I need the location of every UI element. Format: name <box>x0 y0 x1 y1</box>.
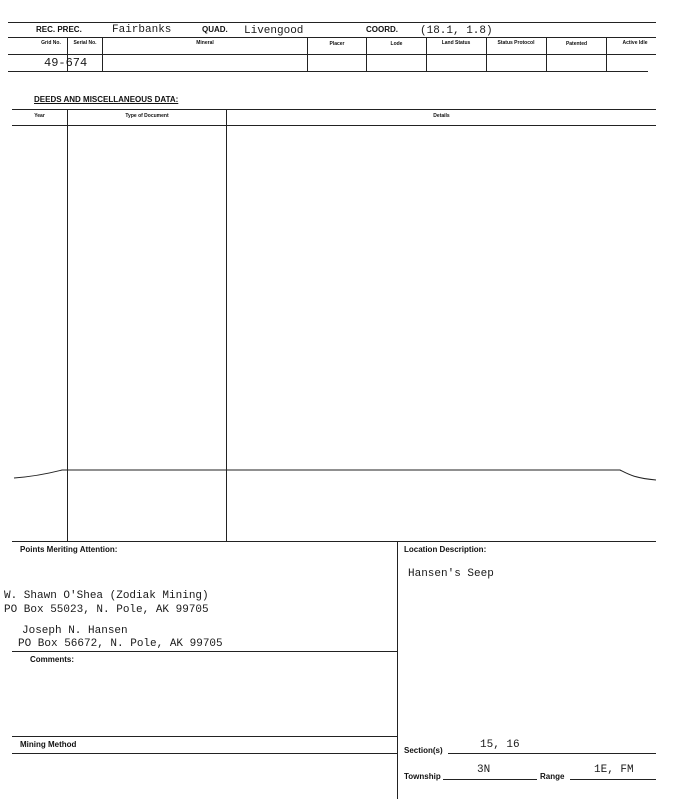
deeds-col-details: Details <box>433 112 450 119</box>
points-line-3: Joseph N. Hansen <box>22 625 128 637</box>
location-value: Hansen's Seep <box>408 568 494 580</box>
comments-label: Comments: <box>30 655 75 664</box>
header-top-rule <box>8 22 656 23</box>
points-line-2: PO Box 55023, N. Pole, AK 99705 <box>4 604 209 616</box>
coord-value: (18.1, 1.8) <box>420 25 493 37</box>
location-label: Location Description: <box>404 545 487 554</box>
deeds-title: DEEDS AND MISCELLANEOUS DATA: <box>34 95 179 104</box>
section-label: Section(s) <box>404 746 443 755</box>
deeds-col-year: Year <box>34 112 45 119</box>
col-placer: Placer <box>329 40 345 47</box>
township-label: Township <box>404 772 441 781</box>
points-label: Points Meriting Attention: <box>20 545 118 554</box>
col-active-idle: Active Idle <box>622 40 648 46</box>
points-line-4: PO Box 56672, N. Pole, AK 99705 <box>18 638 223 650</box>
col-mineral: Mineral <box>196 39 214 46</box>
mining-method-label: Mining Method <box>20 740 77 749</box>
deeds-head-rule <box>12 125 656 126</box>
rec-prec-value: Fairbanks <box>112 24 172 36</box>
section-underline <box>448 753 656 754</box>
col-serial-no: Serial No. <box>73 39 97 46</box>
header-bottom-rule <box>8 71 648 72</box>
col-status-protocol: Status Protocol <box>497 40 535 46</box>
col-sep-5 <box>426 37 427 71</box>
mining-bottom-rule <box>12 753 397 754</box>
col-land-status: Land Status <box>441 40 471 46</box>
rec-prec-label: REC. PREC. <box>36 25 82 34</box>
deeds-top-rule <box>12 109 656 110</box>
quad-value: Livengood <box>244 25 304 37</box>
col-grid-no: Grid No. <box>41 39 61 46</box>
grid-number-value: 49-674 <box>44 56 88 70</box>
comments-top-rule <box>12 651 397 652</box>
township-value: 3N <box>477 764 491 776</box>
township-underline <box>443 779 537 780</box>
header-value-rule <box>8 54 656 55</box>
deeds-col-type: Type of Document <box>125 112 169 119</box>
page-fold-line <box>0 462 678 492</box>
deeds-bottom-rule <box>12 541 656 542</box>
range-underline <box>570 779 656 780</box>
col-sep-8 <box>606 37 607 71</box>
section-value: 15, 16 <box>480 739 520 751</box>
range-label: Range <box>540 772 565 781</box>
lower-center-divider <box>397 541 398 799</box>
points-line-1: W. Shawn O'Shea (Zodiak Mining) <box>4 590 209 602</box>
range-value: 1E, FM <box>594 764 634 776</box>
quad-label: QUAD. <box>202 25 228 34</box>
col-sep-6 <box>486 37 487 71</box>
col-lode: Lode <box>390 40 403 47</box>
mining-top-rule <box>12 736 397 737</box>
coord-label: COORD. <box>366 25 398 34</box>
col-patented: Patented <box>565 40 588 47</box>
